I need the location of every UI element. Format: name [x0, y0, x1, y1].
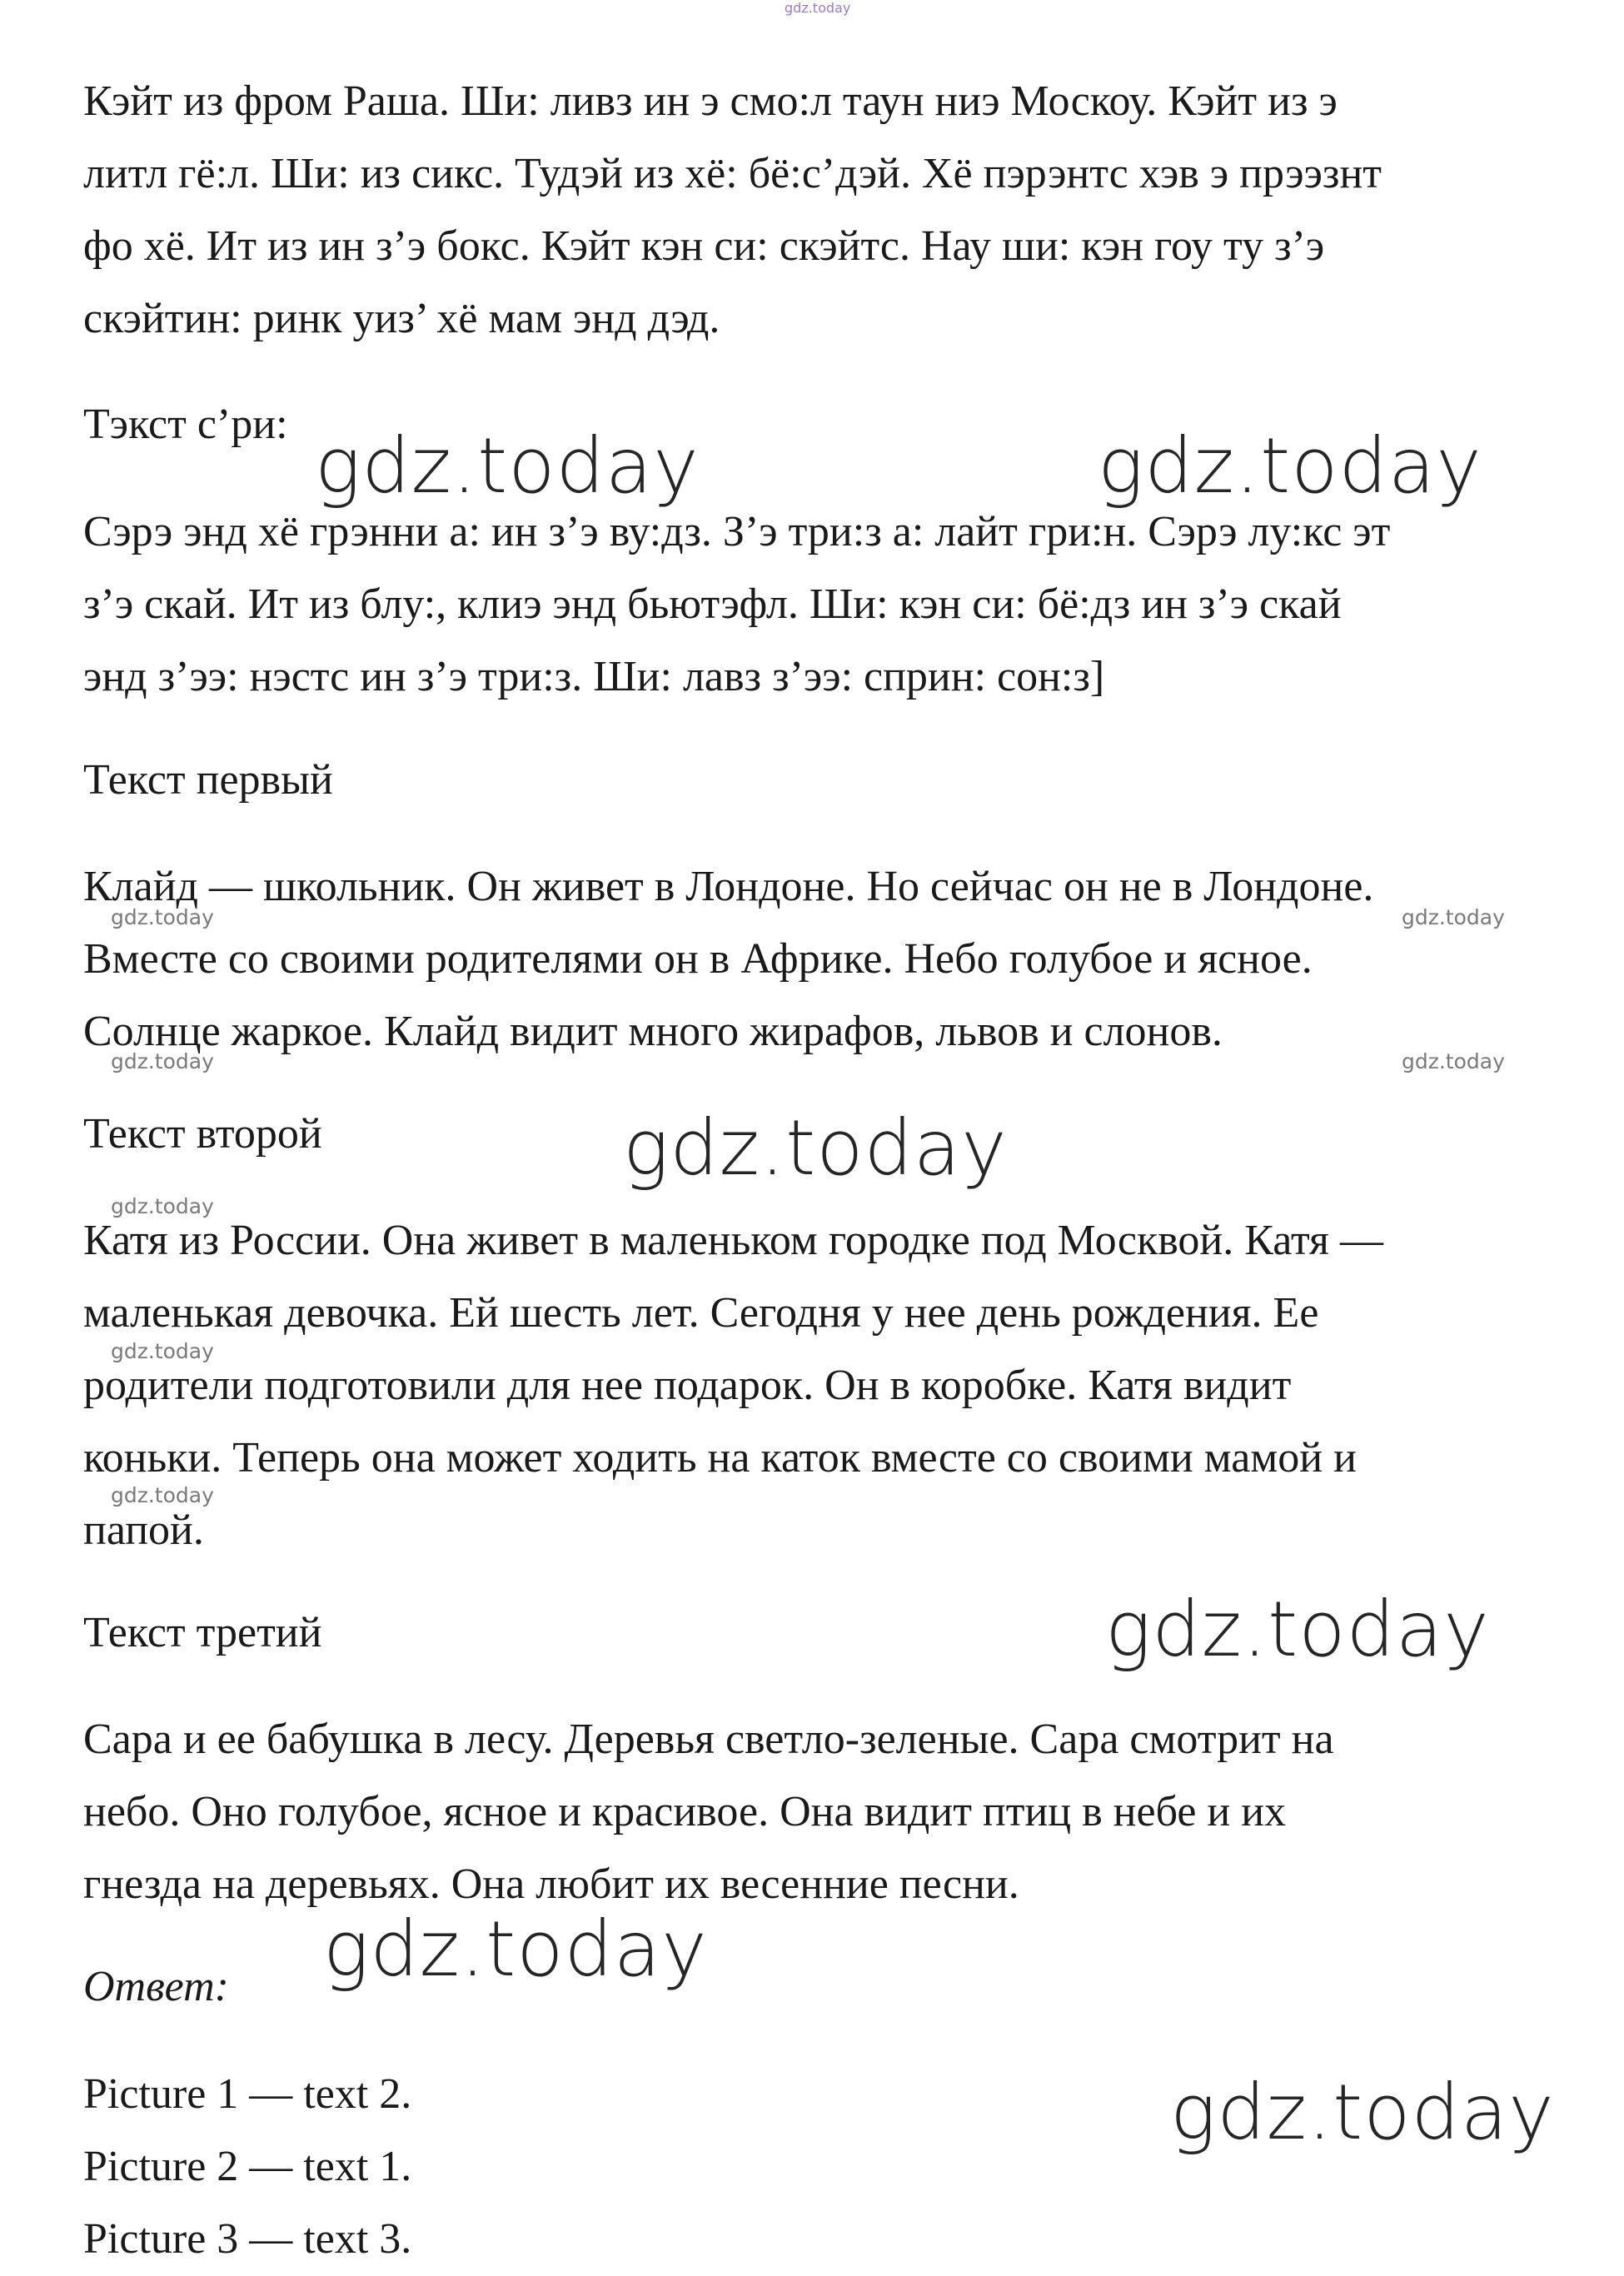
text-line: маленькая девочка. Ей шесть лет. Сегодня у нее день рождения. Ее — [83, 1289, 1319, 1337]
text-line: родители подготовили для нее подарок. Он в коробке. Катя видит — [83, 1362, 1292, 1409]
text-line: Солнце жаркое. Клайд видит много жирафов, львов и слонов. — [83, 1008, 1223, 1055]
text-line: папой. — [83, 1507, 204, 1554]
watermark-large: gdz.today — [1105, 1585, 1490, 1674]
watermark-small: gdz.today — [1402, 1049, 1505, 1073]
text-line: Катя из России. Она живет в маленьком городке под Москвой. Катя — — [83, 1217, 1383, 1264]
watermark-large: gdz.today — [1170, 2068, 1555, 2157]
katya-translation-paragraph — [83, 1204, 1574, 1566]
watermark-small: gdz.today — [111, 1483, 214, 1507]
text-third-heading: Текст третий — [83, 1609, 322, 1656]
answer-item: Picture 1 — text 2. — [83, 2070, 412, 2118]
sara-transcription-paragraph — [83, 496, 1574, 713]
watermark-small: gdz.today — [1402, 905, 1505, 929]
watermark-large: gdz.today — [315, 421, 700, 510]
text-line: скэйтин: ринк уиз’ хё мам энд дэд. — [83, 295, 720, 342]
text-line: Сэрэ энд хё грэнни а: ин з’э ву:дз. З’э три:з а: лайт гри:н. Сэрэ лу:кс эт — [83, 508, 1391, 555]
text-second-heading: Текст второй — [83, 1110, 322, 1158]
watermark-large: gdz.today — [1098, 421, 1482, 510]
text-line: Клайд — школьник. Он живет в Лондоне. Но сейчас он не в Лондоне. — [83, 863, 1374, 910]
text-line: Сара и ее бабушка в лесу. Деревья светло-зеленые. Сара смотрит на — [83, 1716, 1334, 1763]
text-three-transcription-heading: Тэкст с’ри: — [83, 401, 288, 448]
watermark-small: gdz.today — [111, 905, 214, 929]
answer-item: Picture 3 — text 3. — [83, 2215, 412, 2263]
watermark-large: gdz.today — [323, 1905, 708, 1994]
watermark-small: gdz.today — [111, 1194, 214, 1218]
watermark-large: gdz.today — [623, 1103, 1008, 1193]
watermark-small: gdz.today — [111, 1049, 214, 1073]
text-line: литл гё:л. Ши: из сикс. Тудэй из хё: бё:с’дэй. Хё пэрэнтс хэв э прээзнт — [83, 150, 1382, 197]
kate-transcription-paragraph — [83, 65, 1574, 355]
text-line: Кэйт из фром Раша. Ши: ливз ин э смо:л таун ниэ Москоу. Кэйт из э — [83, 77, 1338, 125]
text-line: фо хё. Ит из ин з’э бокс. Кэйт кэн си: скэйтс. Нау ши: кэн гоу ту з’э — [83, 222, 1325, 270]
header-watermark: gdz.today — [785, 0, 851, 16]
answer-label: Ответ: — [83, 1963, 229, 2010]
clyde-translation-paragraph — [83, 850, 1574, 1068]
text-line: Вместе со своими родителями он в Африке. Небо голубое и ясное. — [83, 935, 1313, 983]
text-line: з’э скай. Ит из блу:, клиэ энд бьютэфл. Ши: кэн си: бё:дз ин з’э скай — [83, 580, 1342, 628]
text-line: коньки. Теперь она может ходить на каток вместе со своими мамой и — [83, 1434, 1357, 1482]
watermark-small: gdz.today — [111, 1339, 214, 1363]
text-line: небо. Оно голубое, ясное и красивое. Она видит птиц в небе и их — [83, 1788, 1287, 1835]
text-line: гнезда на деревьях. Она любит их весенние песни. — [83, 1860, 1019, 1908]
text-first-heading: Текст первый — [83, 756, 333, 804]
answer-item: Picture 2 — text 1. — [83, 2143, 412, 2190]
text-line: энд з’ээ: нэстс ин з’э три:з. Ши: лавз з’ээ: сприн: сон:з] — [83, 653, 1105, 700]
sara-translation-paragraph — [83, 1703, 1574, 1920]
